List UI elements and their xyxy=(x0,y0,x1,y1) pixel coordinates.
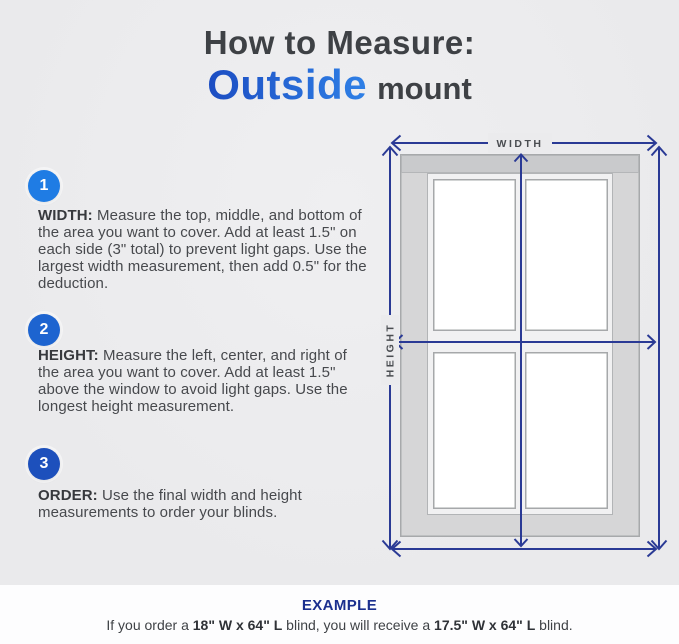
window-measure-diagram xyxy=(375,125,675,583)
example-ordered-size: 18" W x 64" L xyxy=(192,617,283,633)
step-3-body: Use the final width and height measurements to order your blinds. xyxy=(38,487,302,521)
step-3-number: 3 xyxy=(39,455,49,472)
title-line1: How to Measure: xyxy=(203,24,476,61)
step-3-label: ORDER: xyxy=(38,487,98,504)
step-1-text xyxy=(38,207,372,292)
width-label: WIDTH xyxy=(496,138,544,150)
example-part1: If you order a xyxy=(106,617,193,633)
step-2-label: HEIGHT: xyxy=(38,347,99,364)
example-part2: blind, you will receive a xyxy=(282,617,435,633)
window-pane xyxy=(526,180,608,331)
title-line2 xyxy=(0,60,679,108)
step-1-label: WIDTH: xyxy=(38,207,93,224)
title-highlight: Outside xyxy=(207,60,368,108)
step-2-badge xyxy=(28,314,60,346)
step-3-badge xyxy=(28,448,60,480)
title-suffix: mount xyxy=(377,70,472,106)
window-pane xyxy=(526,353,608,509)
page-title xyxy=(0,24,679,107)
step-2-number: 2 xyxy=(39,321,49,338)
step-1-number: 1 xyxy=(39,177,49,194)
example-received-size: 17.5" W x 64" L xyxy=(434,617,536,633)
step-2-text xyxy=(38,347,372,415)
height-label: HEIGHT xyxy=(384,322,397,378)
step-3-text xyxy=(38,487,372,521)
window-pane xyxy=(434,180,516,331)
example-sentence xyxy=(0,617,679,633)
window-pane xyxy=(434,353,516,509)
example-section xyxy=(0,585,679,644)
step-2-body: Measure the left, center, and right of the area you want to cover. Add at least 1.5" above the window to avoid light gaps. Use the longest height measurement. xyxy=(38,347,348,415)
step-1-badge xyxy=(28,170,60,202)
example-part3: blind. xyxy=(535,617,573,633)
example-heading: EXAMPLE xyxy=(301,597,378,614)
step-1-body: Measure the top, middle, and bottom of the area you want to cover. Add at least 1.5" on each side (3" total) to prevent light gaps. Use the largest width measurement, then add 0.5" for the deduction. xyxy=(38,207,367,292)
